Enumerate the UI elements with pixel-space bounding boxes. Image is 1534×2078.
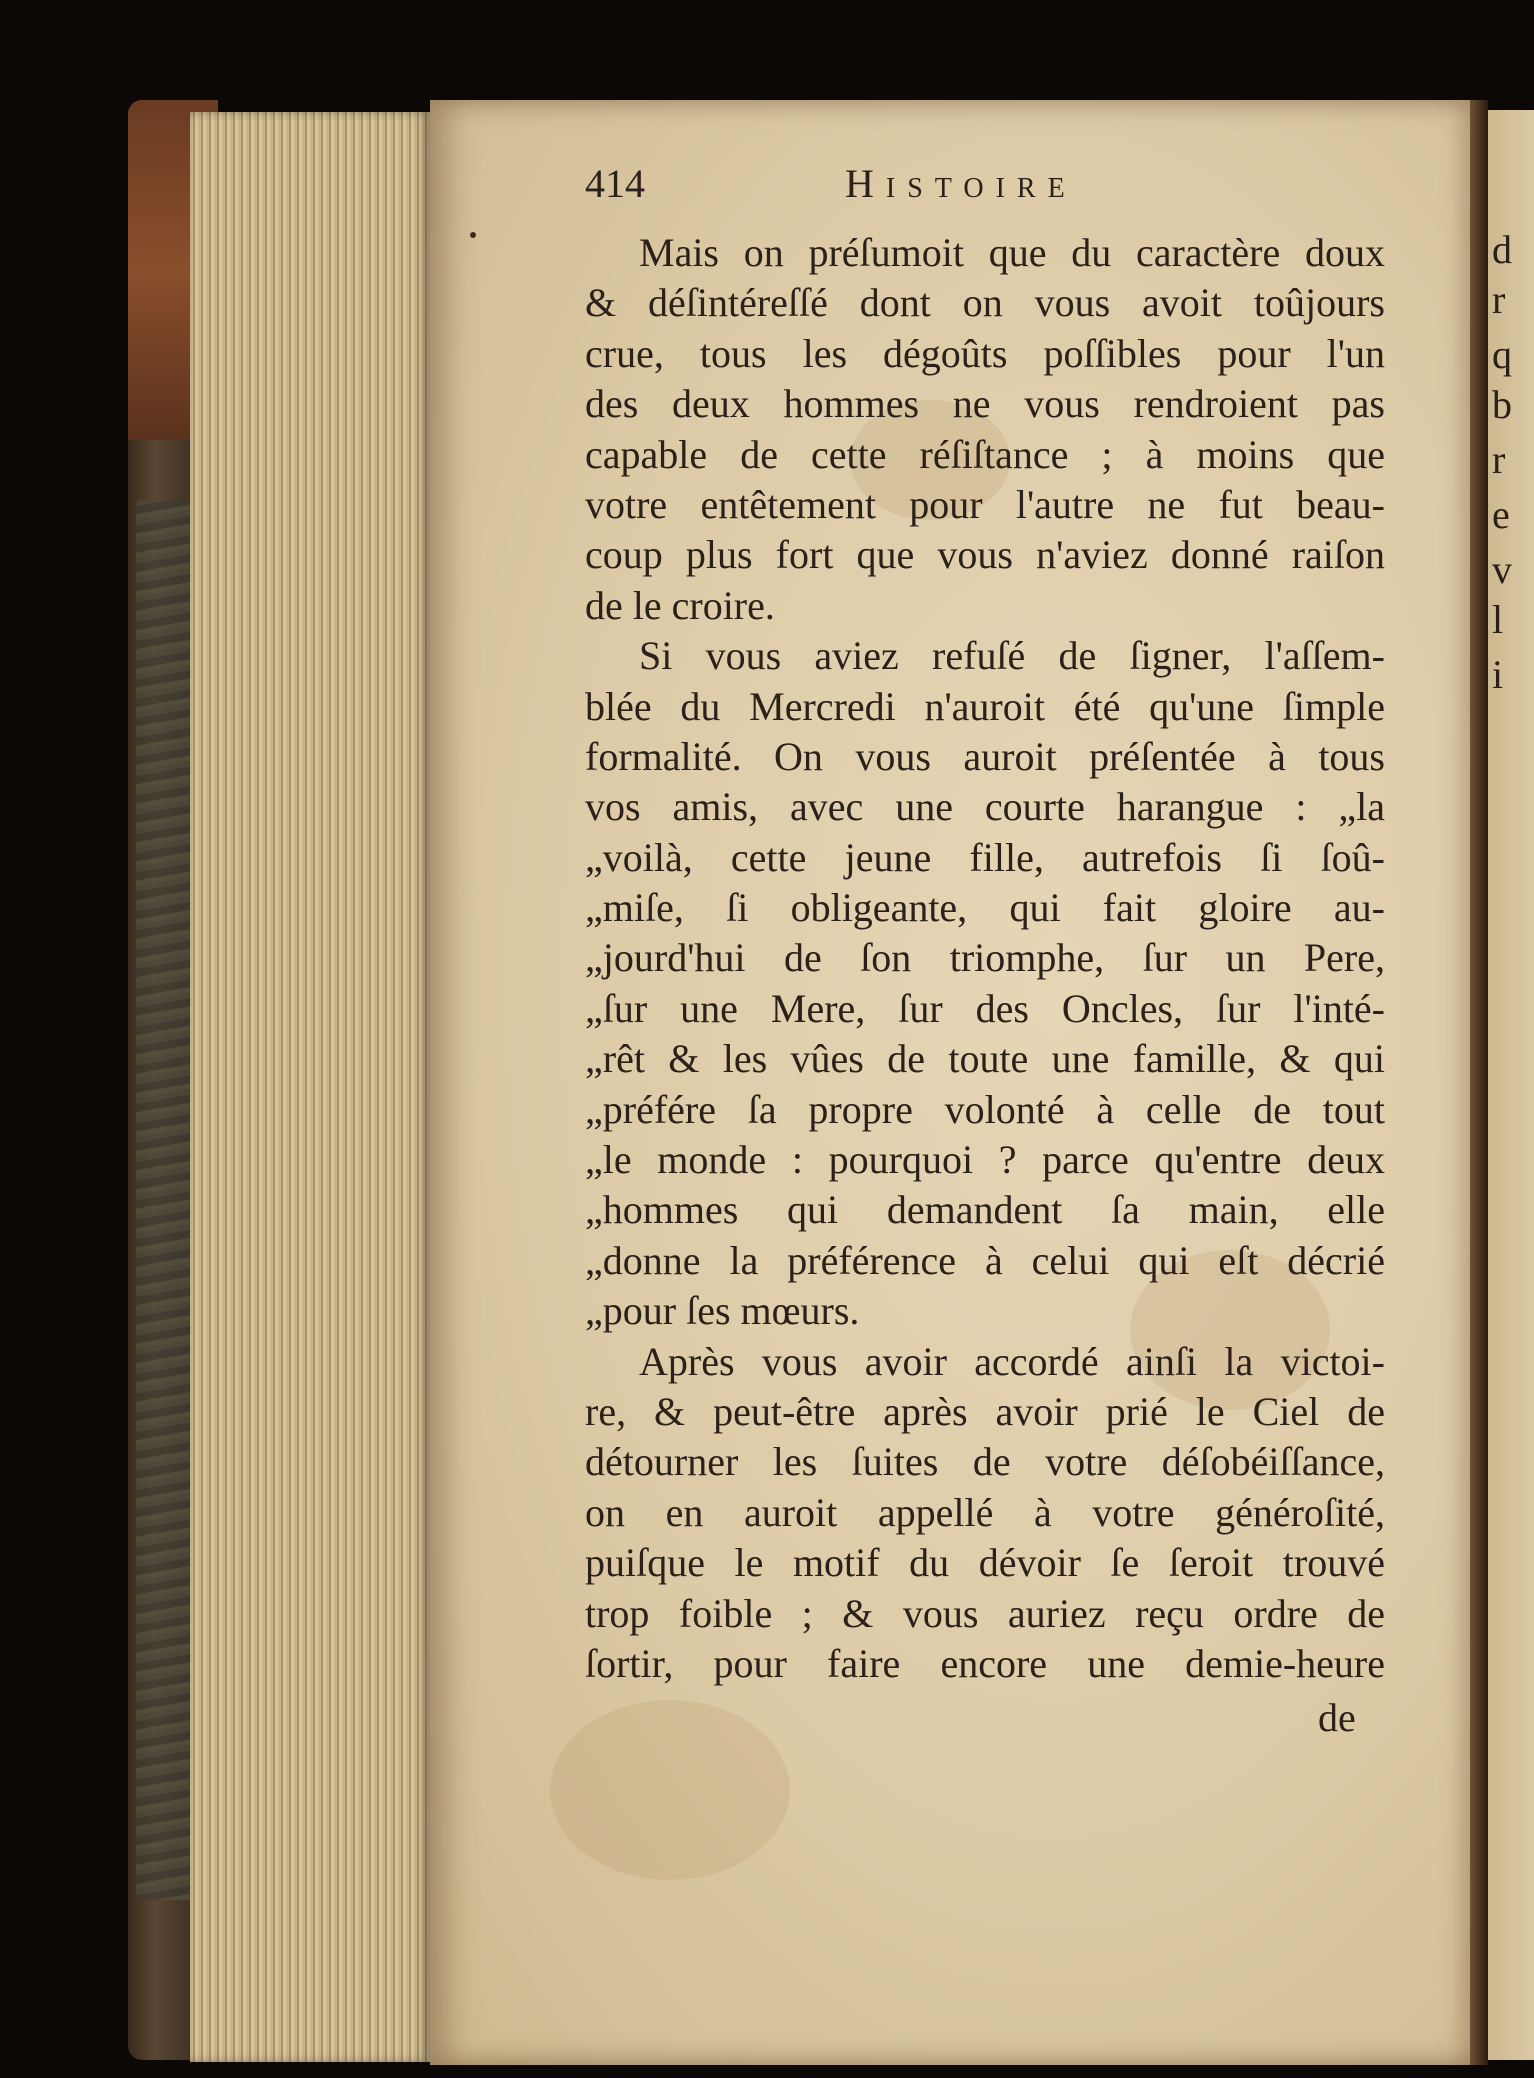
text-line: „ſur une Mere, ſur des Oncles, ſur l'inté-: [585, 985, 1385, 1031]
text-line: détourner les ſuites de votre déſobéiſſance,: [585, 1439, 1385, 1485]
facing-page-letter: q: [1492, 332, 1512, 377]
text-line: capable de cette réſiſtance ; à moins que: [585, 431, 1385, 477]
catchword: de: [1318, 1695, 1356, 1740]
facing-page-letter: d: [1492, 227, 1512, 272]
text-line: blée du Mercredi n'auroit été qu'une ſimple: [585, 683, 1385, 729]
text-line: puiſque le motif du dévoir ſe ſeroit trouvé: [585, 1540, 1385, 1586]
text-line: re, & peut-être après avoir prié le Ciel de: [585, 1388, 1385, 1434]
text-line: „le monde : pourquoi ? parce qu'entre deux: [585, 1137, 1385, 1183]
book-gutter: [1470, 100, 1488, 2065]
text-line: vos amis, avec une courte harangue : „la: [585, 784, 1385, 830]
facing-page-letter: r: [1492, 277, 1506, 322]
text-line: ſortir, pour faire encore une demie-heure: [585, 1640, 1385, 1686]
text-line: „donne la préférence à celui qui eſt décrié: [585, 1237, 1385, 1283]
text-line: „pour ſes mœurs.: [585, 1288, 860, 1334]
text-line: on en auroit appellé à votre généroſité,: [585, 1489, 1385, 1535]
body-text: [585, 228, 1385, 1689]
text-line: „voilà, cette jeune fille, autrefois ſi ſoû-: [585, 834, 1385, 880]
page-number: 414: [585, 161, 645, 206]
text-line: formalité. On vous auroit préſentée à tous: [585, 733, 1385, 779]
facing-page-letter: l: [1492, 597, 1504, 642]
facing-page-letter: e: [1492, 492, 1510, 537]
facing-page-letter: r: [1492, 437, 1506, 482]
ink-speck: [470, 232, 476, 238]
text-line: „rêt & les vûes de toute une famille, & qui: [585, 1036, 1385, 1082]
running-head-title: Histoire: [845, 161, 1077, 206]
running-head: [585, 160, 1145, 220]
text-line: „miſe, ſi obligeante, qui fait gloire au-: [585, 885, 1385, 931]
text-line: & déſintéreſſé dont on vous avoit toûjours: [585, 280, 1385, 326]
page-edges: [190, 112, 430, 2062]
text-line: „préfére ſa propre volonté à celle de tout: [585, 1086, 1385, 1132]
text-line: coup plus fort que vous n'aviez donné raiſon: [585, 532, 1385, 578]
facing-page-letter: i: [1492, 652, 1504, 697]
paper-stain: [550, 1700, 790, 1880]
text-line: Après vous avoir accordé ainſi la victoi-: [639, 1338, 1385, 1384]
text-line: „hommes qui demandent ſa main, elle: [585, 1187, 1385, 1233]
text-line: de le croire.: [585, 582, 775, 628]
facing-page-edge: [1488, 110, 1534, 2060]
text-line: des deux hommes ne vous rendroient pas: [585, 381, 1385, 427]
text-line: Mais on préſumoit que du caractère doux: [639, 230, 1385, 275]
text-line: Si vous aviez refuſé de ſigner, l'aſſem-: [639, 633, 1385, 679]
text-line: crue, tous les dégoûts poſſibles pour l'un: [585, 330, 1385, 376]
text-line: votre entêtement pour l'autre ne fut beau-: [585, 481, 1385, 527]
text-line: trop foible ; & vous auriez reçu ordre de: [585, 1590, 1385, 1636]
facing-page-letter: v: [1492, 547, 1512, 592]
facing-page-letter: b: [1492, 382, 1512, 427]
text-line: „jourd'hui de ſon triomphe, ſur un Pere,: [585, 935, 1385, 981]
